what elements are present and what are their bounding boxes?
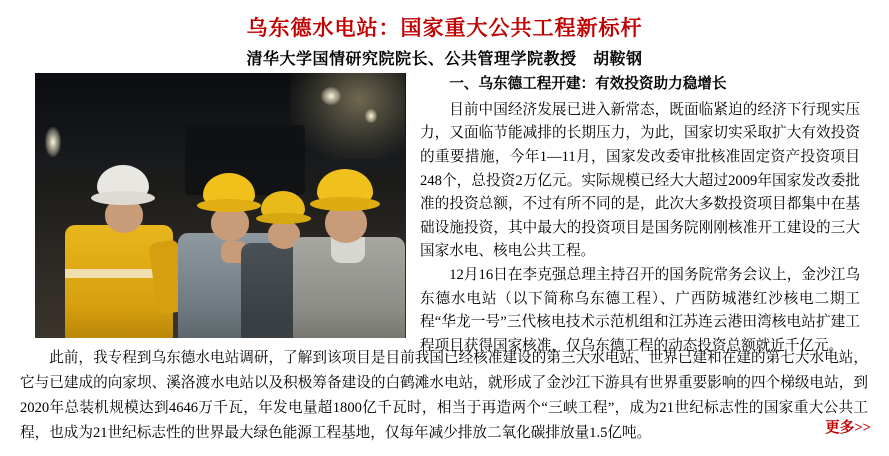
worker1-helmet-brim — [91, 191, 155, 205]
byline: 清华大学国情研究院院长、公共管理学院教授 胡鞍钢 — [246, 51, 643, 68]
article-right-column — [420, 73, 860, 359]
article-paragraph-3: 此前，我专程到乌东德水电站调研，了解到该项目是目前我国已经核准建设的第三大水电站、世界已建和在建的第七大水电站，它与已建成的向家坝、溪洛渡水电站以及积极筹备建设的白鹤滩水电站，就形成了金沙江下游具有世界重要影响的四个梯级电站，到2020年总装机规模达到4646万千瓦，年发电量超1800亿千瓦时，相当于再造两个“三峡工程”，成为21世纪标志性的国家重大公共工程，也成为21世纪标志性的世界最大绿色能源工程基地，仅每年减少排放二氧化碳排放量1.5亿吨。 — [20, 350, 868, 442]
worker2-face — [211, 207, 249, 241]
worker2-helmet-brim — [197, 199, 261, 212]
more-link[interactable]: 更多>> — [825, 420, 871, 436]
photo-lamp-top — [321, 87, 341, 105]
article-photo — [35, 73, 406, 338]
article-bottom-column — [20, 346, 868, 446]
page-title: 乌东德水电站：国家重大公共工程新标杆 — [246, 17, 643, 40]
worker4-helmet-brim — [310, 197, 380, 211]
photo-lamp-right — [365, 109, 377, 123]
photo-light-glow — [290, 73, 405, 159]
article-paragraph-1: 目前中国经济发展已进入新常态，既面临紧迫的经济下行现实压力，又面临节能减排的长期压力，为此，国家切实采取扩大有效投资的重要措施，今年1—11月，国家发改委审批核准固定资产投资项目248个，总投资2万亿元。实际规模已经大大超过2009年国家发改委批准的投资总额，不过有所不同的是，此次大多数投资项目都集中在基础设施投资，其中最大的投资项目是国务院刚刚核准开工建设的三大国家水电、核电公共工程。 — [420, 101, 860, 260]
section-heading: 一、乌东德工程开建：有效投资助力稳增长 — [449, 76, 727, 92]
worker3-helmet-brim — [256, 213, 311, 224]
photo-lamp-left — [45, 127, 61, 157]
article-paragraph-2: 12月16日在李克强总理主持召开的国务院常务会议上，金沙江乌东德水电站（以下简称乌东德工程）、广西防城港红沙核电二期工程“华龙一号”三代核电技术示范机组和江苏连云港田湾核电站扩建工程项目获得国家核准，仅乌东德工程的动态投资总额就近千亿元。 — [420, 267, 860, 355]
